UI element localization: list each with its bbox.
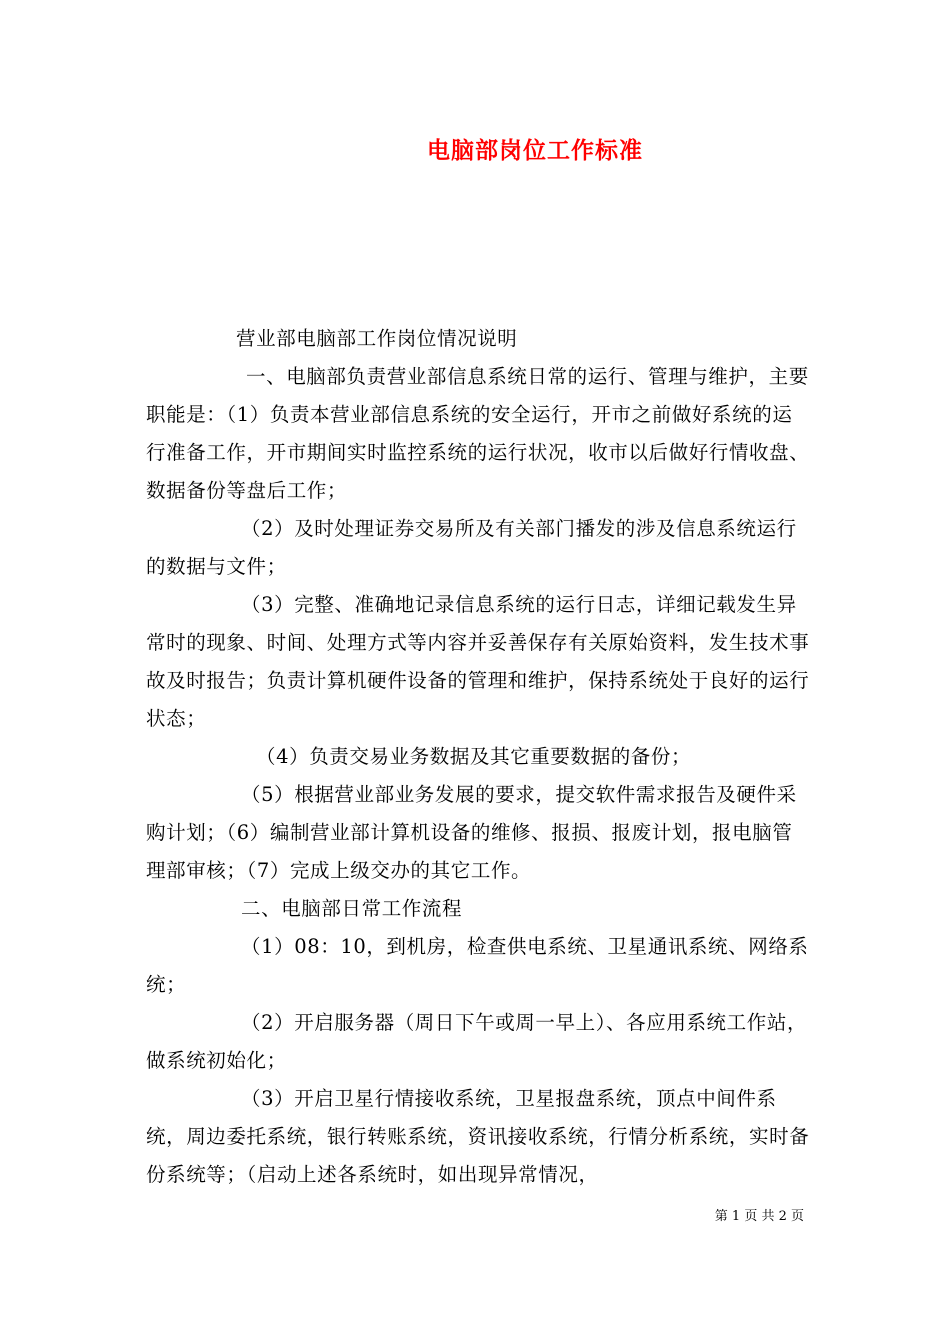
document-body: [146, 320, 810, 1194]
body-paragraph-1: 一、电脑部负责营业部信息系统日常的运行、管理与维护，主要职能是：（1）负责本营业部信息系统的安全运行，开市之前做好系统的运行准备工作，开市期间实时监控系统的运行状况，收市以后做好行情收盘、数据备份等盘后工作；: [146, 365, 810, 502]
body-paragraph-7: （2）开启服务器（周日下午或周一早上）、各应用系统工作站，做系统初始化；: [146, 1011, 808, 1072]
body-paragraph-5: （5）根据营业部业务发展的要求，提交软件需求报告及硬件采购计划；（6）编制营业部计算机设备的维修、报损、报废计划，报电脑管理部审核；（7）完成上级交办的其它工作。: [146, 783, 797, 882]
subtitle-paragraph: 营业部电脑部工作岗位情况说明: [236, 327, 518, 350]
body-paragraph-2: （2）及时处理证券交易所及有关部门播发的涉及信息系统运行的数据与文件；: [146, 517, 797, 578]
section-heading-2: 二、电脑部日常工作流程: [241, 897, 463, 920]
body-paragraph-6: （1）08：10，到机房，检查供电系统、卫星通讯系统、网络系统；: [146, 935, 809, 996]
body-paragraph-4: （4）负责交易业务数据及其它重要数据的备份；: [256, 745, 692, 768]
body-paragraph-3: （3）完整、准确地记录信息系统的运行日志，详细记载发生异常时的现象、时间、处理方式等内容并妥善保存有关原始资料，发生技术事故及时报告；负责计算机硬件设备的管理和维护，保持系统处于良好的运行状态；: [146, 593, 810, 730]
page-number: 第 1 页 共 2 页: [714, 1209, 804, 1224]
body-paragraph-8: （3）开启卫星行情接收系统，卫星报盘系统，顶点中间件系统，周边委托系统，银行转账系统，资讯接收系统，行情分析系统，实时备份系统等；（启动上述各系统时，如出现异常情况，: [146, 1087, 810, 1186]
document-title: 电脑部岗位工作标准: [427, 137, 643, 164]
